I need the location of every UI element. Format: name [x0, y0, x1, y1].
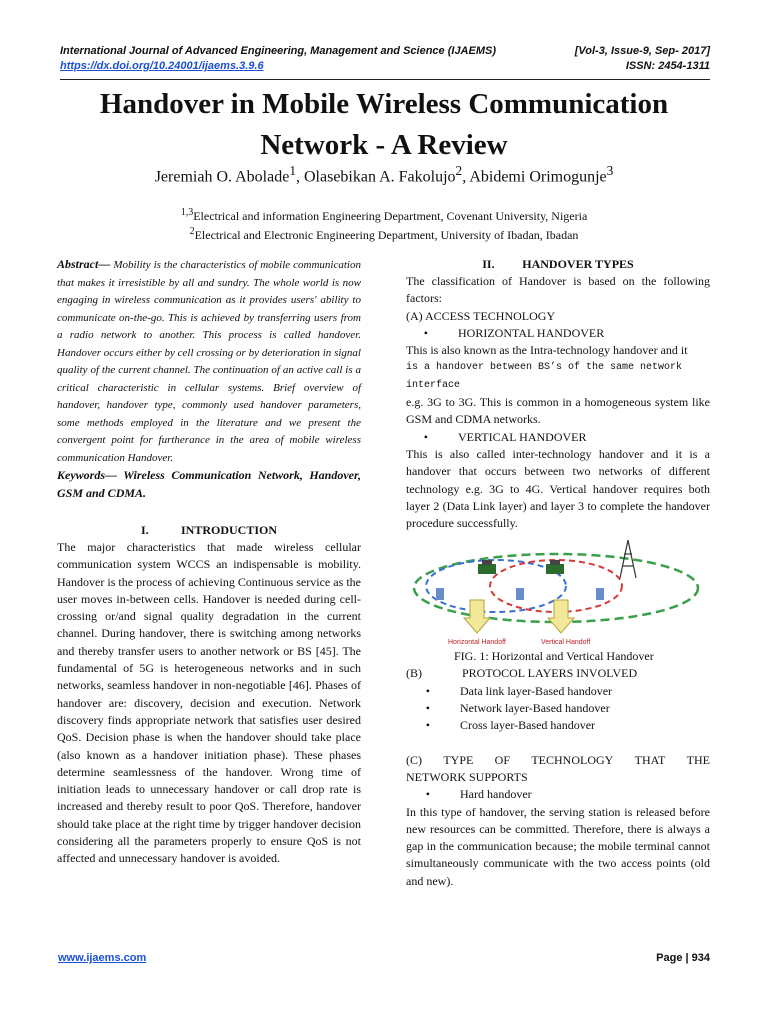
vertical-label: VERTICAL HANDOVER: [458, 429, 587, 444]
affiliation-2: Electrical and Electronic Engineering Department, University of Ibadan, Ibadan: [194, 228, 579, 242]
introduction-text: The major characteristics that made wireless cellular communication system WCCS an indispensable is mobility. Handover is the process of achieving Continuous service as the user moves in-between cells. Handover is needed during cell-crossing or/and signal quality degradation in the current channel. During handover, there is switching among networks and thereby transfer users to another network or BS [45]. The fundamental of 5G is heterogeneous networks and in such networks, seamless handover in non-negotiable [46]. Phases of handover are: discovery, decision and execution. Network discovery finds appropriate network that satisfies user desired QoS. Decision phase is when the handover should take place (also known as a handover initiation phase). These phases determine seamlessness of the handover. Wrong time of initiation leads to unnecessary handover or call drop rate is increased and thereby result to poor QoS. Therefore, handover should take place at the right time by trigger handover decision considering all the parameters properly to ensure QoS is not affected and unnecessary handover is avoided.: [57, 540, 361, 866]
c-word-3: OF: [494, 752, 510, 767]
horizontal-handoff-label: Horizontal Handoff: [448, 639, 506, 647]
handover-diagram: [406, 538, 710, 648]
mobile-terminal-2: [516, 588, 524, 600]
figure-caption: FIG. 1: Horizontal and Vertical Handover: [454, 649, 654, 664]
list-item: [406, 717, 710, 734]
list-item: [406, 683, 710, 700]
author-2: , Olasebikan A. Fakolujo: [295, 168, 456, 186]
section-number: I.: [140, 523, 149, 537]
protocol-item-2: Network layer-Based handover: [460, 701, 610, 716]
horizontal-handoff-arrow: [464, 600, 490, 633]
volume-info: [Vol-3, Issue-9, Sep- 2017]: [574, 45, 710, 57]
header-rule: [60, 79, 710, 80]
vertical-text: This is also called inter-technology handover and it is a handover that occurs between two networks of different technology e.g. 3G to 4G. Vertical handover requires both layer 2 (Data Link layer) and layer 3 to complete the handover procedure successfully.: [406, 446, 710, 531]
protocol-item-3: Cross layer-Based handover: [460, 718, 596, 733]
abstract: [57, 256, 361, 467]
bullet-dot: •: [423, 429, 428, 444]
base-station-2: [546, 560, 564, 574]
bullet-dot: •: [425, 718, 430, 733]
subsection-c-line-2: NETWORK SUPPORTS: [406, 769, 528, 784]
c-word-1: (C): [406, 752, 422, 767]
author-3: , Abidemi Orimogunje: [462, 168, 607, 186]
subsection-b-num: (B): [406, 666, 422, 681]
horizontal-label: HORIZONTAL HANDOVER: [458, 325, 605, 340]
vertical-handoff-arrow: [548, 600, 574, 633]
aff-2-sup: 2: [189, 226, 195, 237]
mobile-terminal-1: [436, 588, 444, 600]
website-link[interactable]: www.ijaems.com: [58, 952, 147, 964]
subsection-b: [406, 665, 710, 682]
horizontal-text-2: e.g. 3G to 3G. This is common in a homogeneous system like GSM and CDMA networks.: [406, 395, 710, 427]
horizontal-text-mono: is a handover between BS’s of the same network interface: [406, 362, 683, 391]
journal-name: International Journal of Advanced Engineering, Management and Science (IJAEMS): [60, 45, 497, 57]
section-heading-handover-types: [406, 256, 710, 273]
bullet-vertical: [406, 429, 710, 446]
c-word-5: THAT: [634, 752, 666, 767]
section-title: HANDOVER TYPES: [522, 257, 634, 271]
running-header: [60, 44, 710, 74]
author-1: Jeremiah O. Abolade: [154, 168, 290, 186]
author-1-sup: 1: [289, 163, 296, 178]
section-heading-introduction: [57, 522, 361, 539]
base-station-1: [478, 560, 496, 574]
c-word-4: TECHNOLOGY: [531, 752, 614, 767]
issn: ISSN: 2454-1311: [625, 60, 710, 72]
author-3-sup: 3: [606, 163, 614, 178]
c-word-6: THE: [686, 752, 710, 767]
bullet-dot: •: [425, 787, 430, 802]
mobile-terminal-3: [596, 588, 604, 600]
title-line-1: Handover in Mobile Wireless Communication: [99, 88, 669, 120]
abstract-text: Mobility is the characteristics of mobile communication that makes it irresistible by all and sundry. The whole world is now engaging in wireless communication as it provides users' ability to communicate on-the-go. This is achieved by transferring users from a radio network to another. This process is called handover. Handover occurs either by cell crossing or by deterioration in signal quality of the current channel. The continuation of an active call is a critical characteristic in cellular systems. Brief overview of handover, handover type, commonly used handover parameters, some methods employed in the literature and we present the convergent point for furtherance in the area of mobile wireless communication Handover.: [57, 259, 361, 464]
subsection-a: (A) ACCESS TECHNOLOGY: [406, 308, 556, 323]
author-list: [40, 163, 728, 186]
bullet-dot: •: [425, 683, 430, 698]
title-line-2: Network - A Review: [260, 129, 508, 161]
bullet-dot: •: [423, 325, 428, 340]
types-intro: The classification of Handover is based on the following factors:: [406, 274, 710, 306]
page-number: Page | 934: [656, 952, 710, 964]
handover-figure: [406, 538, 710, 648]
page-footer: [58, 952, 710, 964]
bullet-dot: •: [425, 701, 430, 716]
affiliation-1: Electrical and information Engineering Department, Covenant University, Nigeria: [193, 209, 588, 223]
subsection-c-line-1: [406, 752, 710, 769]
aff-1-sup: 1,3: [180, 207, 194, 218]
affiliations: [40, 205, 728, 243]
c-word-2: TYPE: [443, 752, 474, 767]
section-number: II.: [482, 257, 495, 271]
bullet-hard-handover: [406, 786, 710, 803]
bullet-horizontal: [406, 325, 710, 342]
left-column: [57, 256, 361, 868]
right-column: [406, 256, 710, 890]
horizontal-text-1: This is also known as the Intra-technology handover and it: [406, 343, 688, 358]
author-2-sup: 2: [455, 163, 463, 178]
section-title: INTRODUCTION: [180, 523, 277, 537]
paper-title: [40, 84, 728, 166]
abstract-label: Abstract—: [57, 257, 111, 271]
doi-link[interactable]: https://dx.doi.org/10.24001/ijaems.3.9.6: [60, 60, 264, 72]
list-item: [406, 700, 710, 717]
subsection-b-label: PROTOCOL LAYERS INVOLVED: [462, 666, 638, 681]
protocol-item-1: Data link layer-Based handover: [460, 683, 613, 698]
hard-handover-text: In this type of handover, the serving station is released before new resources can be committed. Therefore, there is always a gap in the communication because; the mobile terminal cannot simultaneously communicate with the two access points (old and new).: [406, 804, 710, 888]
vertical-handoff-label: Vertical Handoff: [541, 639, 591, 647]
keywords: Keywords— Wireless Communication Network, Handover, GSM and CDMA.: [57, 468, 361, 500]
hard-handover-label: Hard handover: [460, 787, 532, 802]
